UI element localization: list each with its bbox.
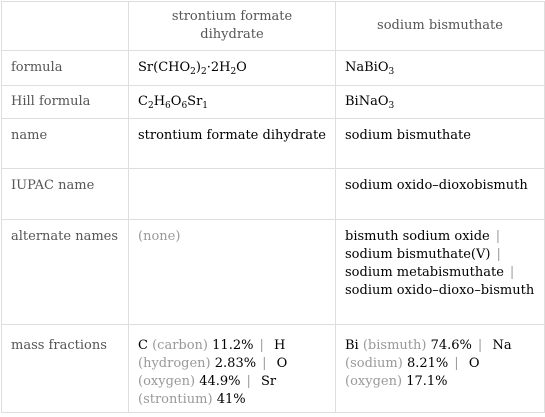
separator: | (495, 229, 501, 244)
alternate-name: sodium bismuthate(V) (345, 247, 491, 262)
element-name: (sodium) (345, 356, 403, 371)
alternate-name: sodium metabismuthate (345, 265, 504, 280)
fraction-value: 2.83% (214, 356, 257, 371)
alternate-name: sodium oxido–dioxo–bismuth (345, 283, 535, 298)
name-row (2, 119, 545, 169)
iupac-name-label: IUPAC name (2, 169, 129, 220)
mass-fractions-label: mass fractions (2, 325, 129, 413)
mass-fractions-row (2, 325, 545, 413)
alternate-names-sodium-bismuthate (336, 220, 545, 325)
formula-label: formula (2, 51, 129, 86)
element-name: (oxygen) (138, 374, 196, 389)
separator: | (477, 338, 483, 353)
header-strontium-formate: strontium formate dihydrate (129, 2, 336, 51)
element-name: (hydrogen) (138, 356, 211, 371)
fraction-value: 41% (216, 392, 246, 407)
element-symbol: O (276, 356, 288, 371)
hill-formula-label: Hill formula (2, 86, 129, 119)
separator: | (496, 247, 501, 262)
alternate-names-label: alternate names (2, 220, 129, 325)
iupac-name-strontium-formate (129, 169, 336, 220)
element-symbol: Sr (261, 374, 277, 389)
alternate-name: bismuth sodium oxide (345, 229, 490, 244)
element-name: (strontium) (138, 392, 213, 407)
name-label: name (2, 119, 129, 169)
formula-sodium-bismuthate: NaBiO$_3$ (336, 51, 545, 86)
alternate-names-strontium-formate: (none) (129, 220, 336, 325)
element-name: (bismuth) (362, 338, 427, 353)
fraction-value: 74.6% (430, 338, 472, 353)
fraction-value: 17.1% (406, 374, 448, 389)
mass-fractions-strontium-formate (129, 325, 336, 413)
fraction-value: 11.2% (212, 338, 254, 353)
element-symbol: Na (492, 338, 512, 353)
iupac-name-row (2, 169, 545, 220)
formula-row (2, 51, 545, 86)
name-sodium-bismuthate: sodium bismuthate (336, 119, 545, 169)
separator: | (259, 338, 264, 353)
hill-formula-row (2, 86, 545, 119)
hill-formula-sodium-bismuthate: BiNaO$_3$ (336, 86, 545, 119)
iupac-name-sodium-bismuthate: sodium oxido–dioxobismuth (336, 169, 545, 220)
element-name: (carbon) (152, 338, 209, 353)
element-symbol: Bi (345, 338, 359, 353)
separator: | (246, 374, 251, 389)
header-sodium-bismuthate: sodium bismuthate (336, 2, 545, 51)
mass-fractions-sodium-bismuthate (336, 325, 545, 413)
element-name: (oxygen) (345, 374, 403, 389)
separator: | (454, 356, 459, 371)
element-symbol: H (274, 338, 286, 353)
separator: | (262, 356, 267, 371)
hill-formula-strontium-formate: $C_2H_6O_6Sr_1$ (129, 86, 336, 119)
fraction-value: 44.9% (199, 374, 241, 389)
header-empty-cell (2, 2, 129, 51)
alternate-names-row (2, 220, 545, 325)
element-symbol: O (468, 356, 480, 371)
comparison-table (1, 1, 545, 413)
fraction-value: 8.21% (406, 356, 449, 371)
header-row (2, 2, 545, 51)
element-symbol: C (138, 338, 148, 353)
name-strontium-formate: strontium formate dihydrate (129, 119, 336, 169)
formula-strontium-formate: $Sr(CHO_2)_2\cdot 2H_2O$ (129, 51, 336, 86)
separator: | (509, 265, 515, 280)
